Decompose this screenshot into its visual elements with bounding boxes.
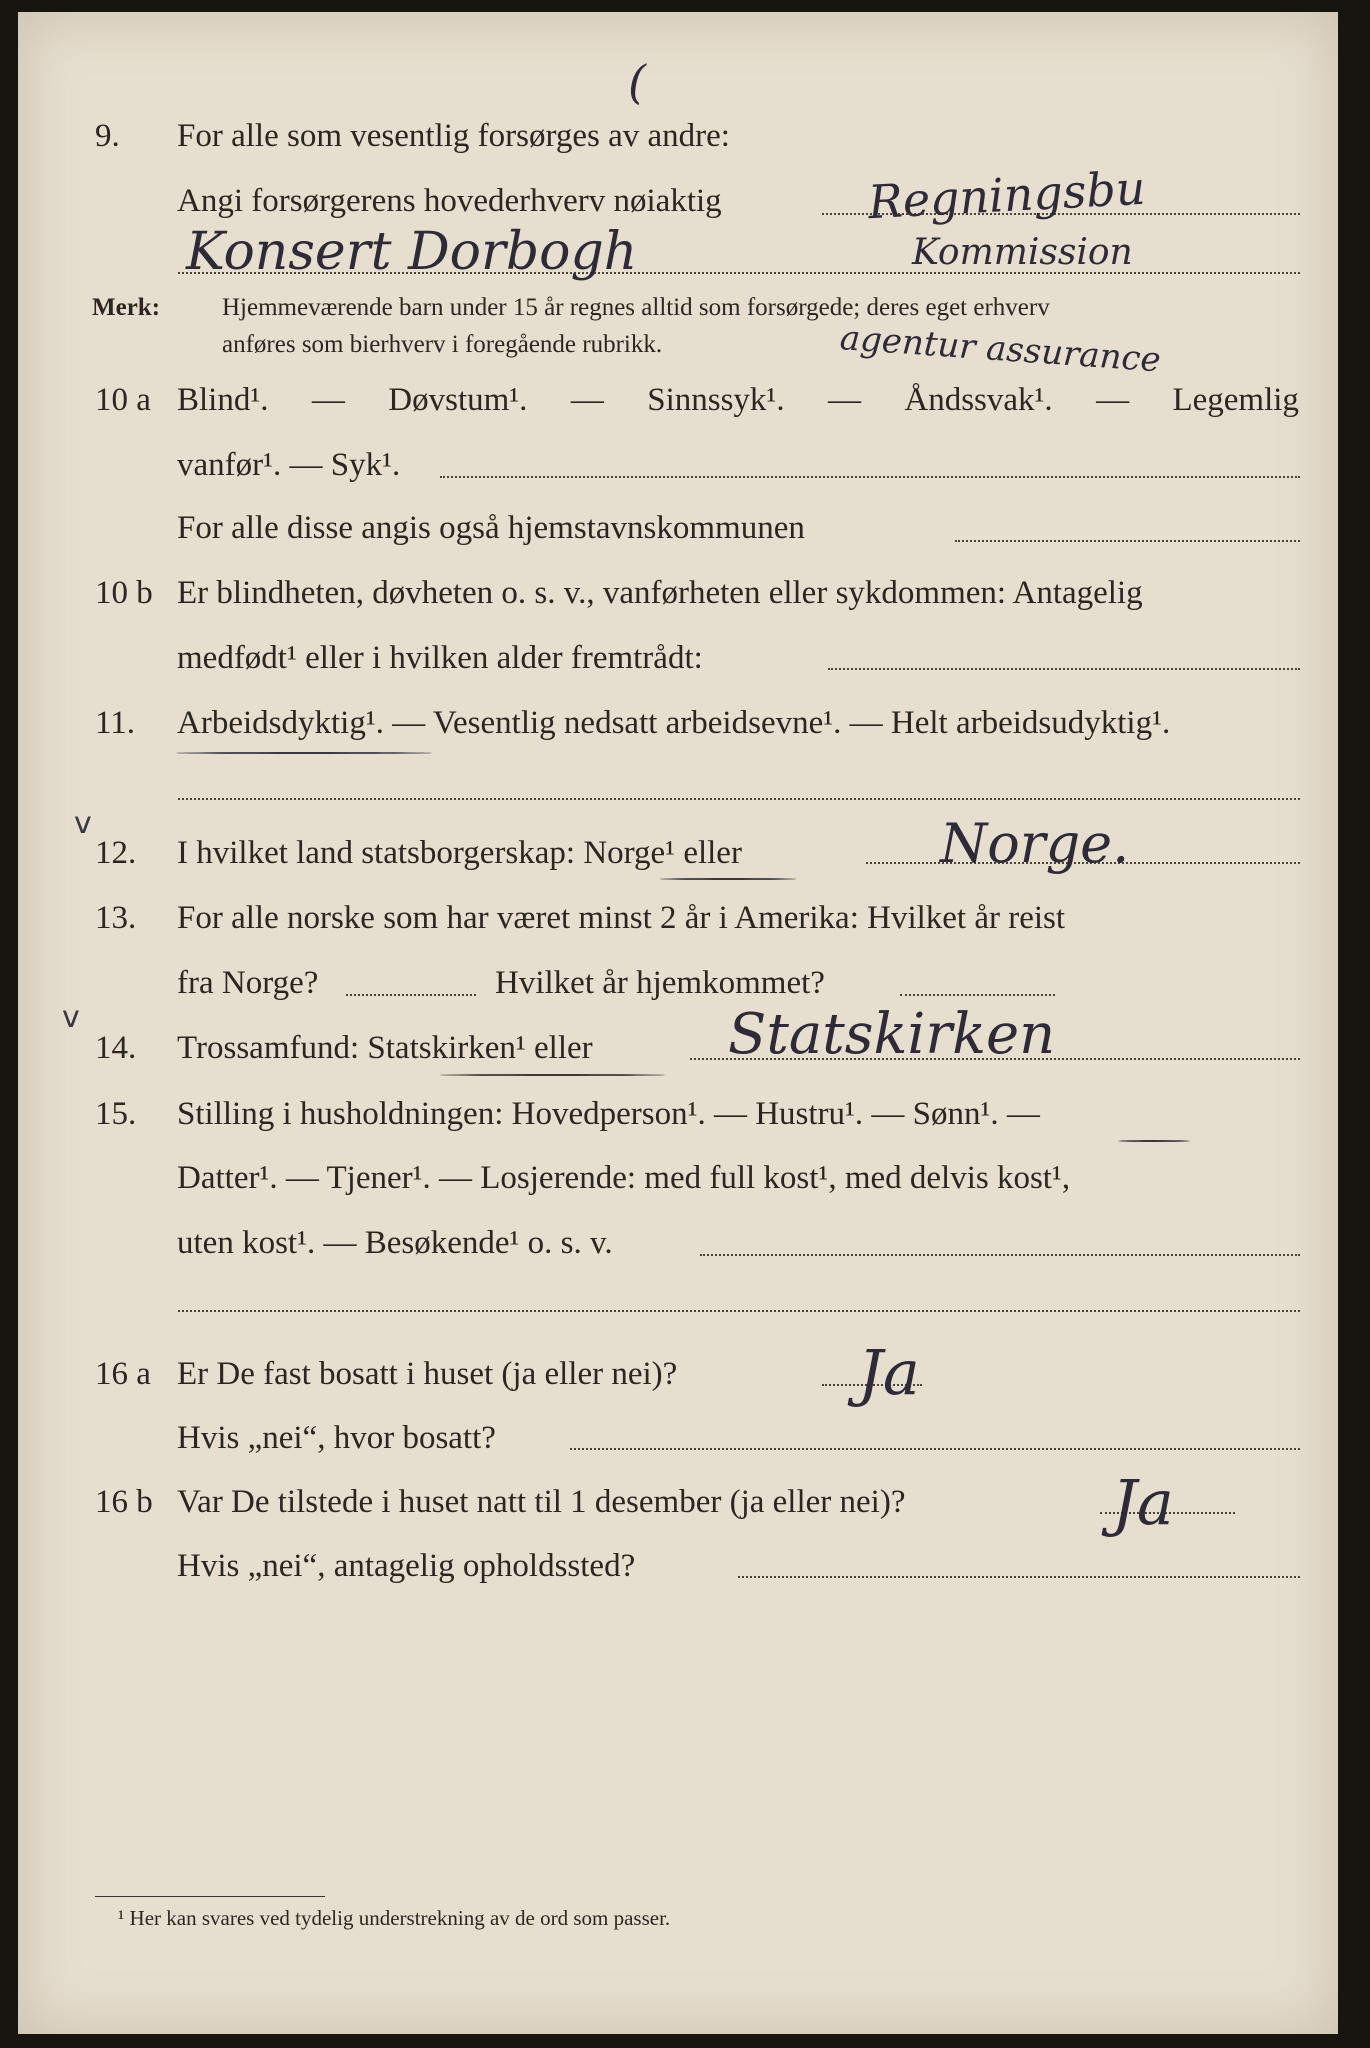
separator: — <box>827 382 861 418</box>
question-text: For alle som vesentlig forsørges av andre: <box>177 118 730 154</box>
handwritten-answer: Regningsbu <box>866 160 1147 230</box>
answer-dotted-line <box>178 798 1300 800</box>
question-text: Arbeidsdyktig¹. — Vesentlig nedsatt arbeidsevne¹. — Helt arbeidsudyktig¹. <box>177 705 1171 741</box>
question-13-line-1 <box>0 900 1370 940</box>
answer-dotted-line <box>828 668 1300 670</box>
question-10a-line-2 <box>0 447 1370 487</box>
question-16a-line-2 <box>0 1420 1370 1460</box>
handwritten-answer: Konsert Dorbogh <box>186 222 638 282</box>
question-text: Hvis „nei“, hvor bosatt? <box>177 1420 496 1456</box>
question-9-line-2 <box>0 183 1370 223</box>
separator: — <box>311 382 345 418</box>
question-number: 9. <box>95 118 120 154</box>
question-number: 13. <box>95 900 137 936</box>
footnote-rule <box>95 1896 325 1897</box>
question-number: 12. <box>95 835 137 871</box>
question-number: 10 b <box>95 575 153 611</box>
question-9-line-1 <box>0 118 1370 158</box>
answer-dotted-line <box>346 994 476 996</box>
answer-dotted-line <box>700 1254 1300 1256</box>
question-text: For alle disse angis også hjemstavnskommunen <box>177 510 805 546</box>
question-10a-line-3 <box>0 510 1370 550</box>
answer-dotted-line <box>440 476 1300 478</box>
question-text: Er blindheten, døvheten o. s. v., vanførheten eller sykdommen: Antagelig <box>177 575 1143 611</box>
question-15-line-1 <box>0 1096 1370 1136</box>
question-text: Er De fast bosatt i huset (ja eller nei)? <box>177 1356 678 1392</box>
note-text: Hjemmeværende barn under 15 år regnes alltid som forsørgede; deres eget erhverv <box>222 294 1050 321</box>
question-16a-line-1 <box>0 1356 1370 1396</box>
answer-dotted-line <box>900 994 1055 996</box>
check-mark: v <box>62 1000 80 1035</box>
question-14-line-1 <box>0 1030 1370 1070</box>
handwritten-answer: Ja <box>1112 1466 1174 1539</box>
answer-dotted-line <box>178 1310 1300 1312</box>
question-text: vanfør¹. — Syk¹. <box>177 447 401 483</box>
question-number: 16 b <box>95 1484 153 1520</box>
question-number: 16 a <box>95 1356 151 1392</box>
question-number: 11. <box>95 705 136 741</box>
question-text: Angi forsørgerens hovederhverv nøiaktig <box>177 183 722 219</box>
handwritten-underline <box>1118 1140 1190 1142</box>
question-text: Datter¹. — Tjener¹. — Losjerende: med full kost¹, med delvis kost¹, <box>177 1160 1071 1196</box>
note-label: Merk: <box>92 294 161 321</box>
question-10a-line-1 <box>0 382 1370 422</box>
question-text: fra Norge? <box>177 965 319 1001</box>
option-sinnssyk: Sinnssyk¹. <box>647 382 785 418</box>
question-11-line-1 <box>0 705 1370 745</box>
check-mark: v <box>74 806 92 841</box>
question-text: Hvis „nei“, antagelig opholdssted? <box>177 1548 636 1584</box>
question-text: uten kost¹. — Besøkende¹ o. s. v. <box>177 1225 613 1261</box>
separator: — <box>570 382 604 418</box>
answer-dotted-line <box>955 540 1300 542</box>
handwritten-answer: Norge. <box>940 812 1130 875</box>
question-10b-line-2 <box>0 640 1370 680</box>
question-text: medfødt¹ eller i hvilken alder fremtrådt: <box>177 640 703 676</box>
answer-dotted-line <box>738 1576 1300 1578</box>
question-options <box>177 382 1299 419</box>
question-13-line-2 <box>0 965 1370 1005</box>
handwritten-answer: Kommission <box>912 232 1133 273</box>
question-text: I hvilket land statsborgerskap: Norge¹ eller <box>177 835 742 871</box>
question-number: 15. <box>95 1096 137 1132</box>
pencil-mark: ( <box>628 55 646 109</box>
question-text: For alle norske som har været minst 2 år i Amerika: Hvilket år reist <box>177 900 1066 936</box>
option-andssvak: Åndssvak¹. <box>904 382 1053 418</box>
option-blind: Blind¹. <box>177 382 269 418</box>
question-16b-line-2 <box>0 1548 1370 1588</box>
note-text: anføres som bierhverv i foregående rubrikk. <box>222 331 663 358</box>
question-text: Stilling i husholdningen: Hovedperson¹. — Hustru¹. — Sønn¹. — <box>177 1096 1040 1132</box>
question-10b-line-1 <box>0 575 1370 615</box>
question-number: 10 a <box>95 382 151 418</box>
question-12-line-1 <box>0 835 1370 875</box>
handwritten-underline <box>440 1074 665 1076</box>
question-15-line-2 <box>0 1160 1370 1200</box>
question-text: Var De tilstede i huset natt til 1 desember (ja eller nei)? <box>177 1484 906 1520</box>
question-15-line-3 <box>0 1225 1370 1265</box>
option-dovstum: Døvstum¹. <box>388 382 528 418</box>
option-legemlig: Legemlig <box>1172 382 1299 418</box>
handwritten-answer: Ja <box>858 1336 920 1409</box>
handwritten-underline <box>660 878 796 880</box>
question-text: Trossamfund: Statskirken¹ eller <box>177 1030 593 1066</box>
question-text: Hvilket år hjemkommet? <box>495 965 825 1001</box>
handwritten-underline <box>176 752 432 754</box>
handwritten-answer: Statskirken <box>728 1002 1056 1067</box>
question-number: 14. <box>95 1030 137 1066</box>
handwritten-margin-note: agentur assurance <box>838 318 1162 381</box>
separator: — <box>1096 382 1130 418</box>
footnote: ¹ Her kan svares ved tydelig understrekning av de ord som passer. <box>118 1906 671 1930</box>
answer-dotted-line <box>570 1448 1300 1450</box>
